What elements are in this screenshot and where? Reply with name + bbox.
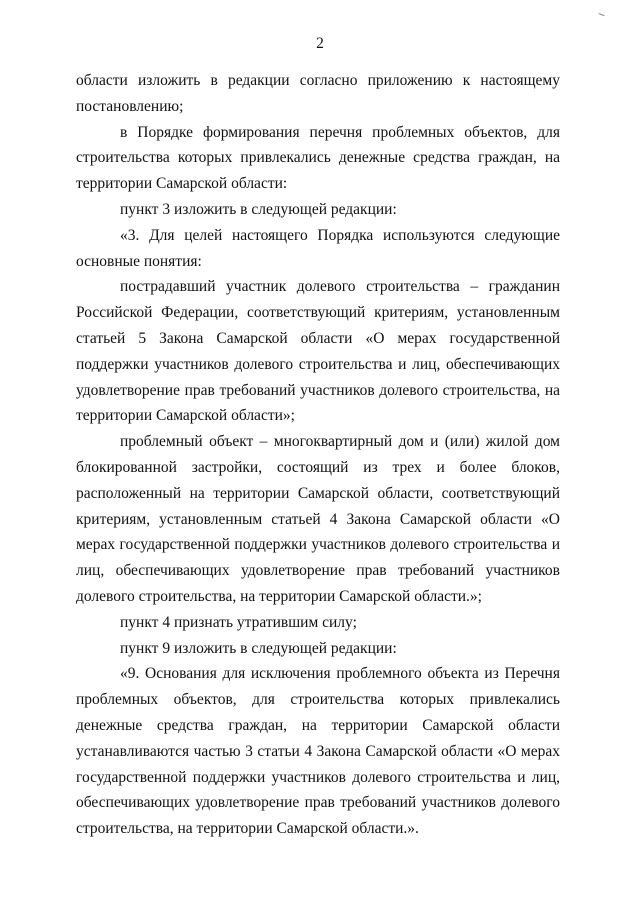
paragraph-3: пункт 3 изложить в следующей редакции: xyxy=(120,200,397,218)
paragraph-1: области изложить в редакции согласно приложению к настоящему постановлению; xyxy=(76,72,560,115)
paragraph-4: «3. Для целей настоящего Порядка используются следующие основные понятия: xyxy=(76,226,560,270)
paragraph-5: пострадавший участник долевого строительства – гражданин Российской Федерации, соответствующий критериям, установленным статьей 5 Закона Самарской области «О мерах государственной поддержки участников долевого строительства и лиц, обеспечивающих удовлетворение прав требований участников долевого строительства, на территории Самарской области»; xyxy=(76,278,560,425)
paragraph-7: пункт 4 признать утратившим силу; xyxy=(120,613,357,631)
paragraph-6: проблемный объект – многоквартирный дом и (или) жилой дом блокированной застройки, состоящий из трех и более блоков, расположенный на территории Самарской области, соответствующий критериям, установленным статьей 4 Закона Самарской области «О мерах государственной поддержки участников долевого строительства и лиц, обеспечивающих удовлетворение прав требований участников долевого строительства, на территории Самарской области.»; xyxy=(76,433,560,605)
paragraph-8: пункт 9 изложить в следующей редакции: xyxy=(120,639,397,657)
paragraph-9: «9. Основания для исключения проблемного объекта из Перечня проблемных объектов, для строительства которых привлекались денежные средства граждан, на территории Самарской области устанавливаются частью 3 статьи 4 Закона Самарской области «О мерах государственной поддержки участников долевого строительства и лиц, обеспечивающих удовлетворение прав требований участников долевого строительства, на территории Самарской области.». xyxy=(76,665,560,838)
page-number: 2 xyxy=(316,35,324,52)
document-body xyxy=(76,68,560,842)
scan-mark xyxy=(597,13,604,19)
paragraph-2: в Порядке формирования перечня проблемных объектов, для строительства которых привлекались денежные средства граждан, на территории Самарской области: xyxy=(76,123,560,193)
